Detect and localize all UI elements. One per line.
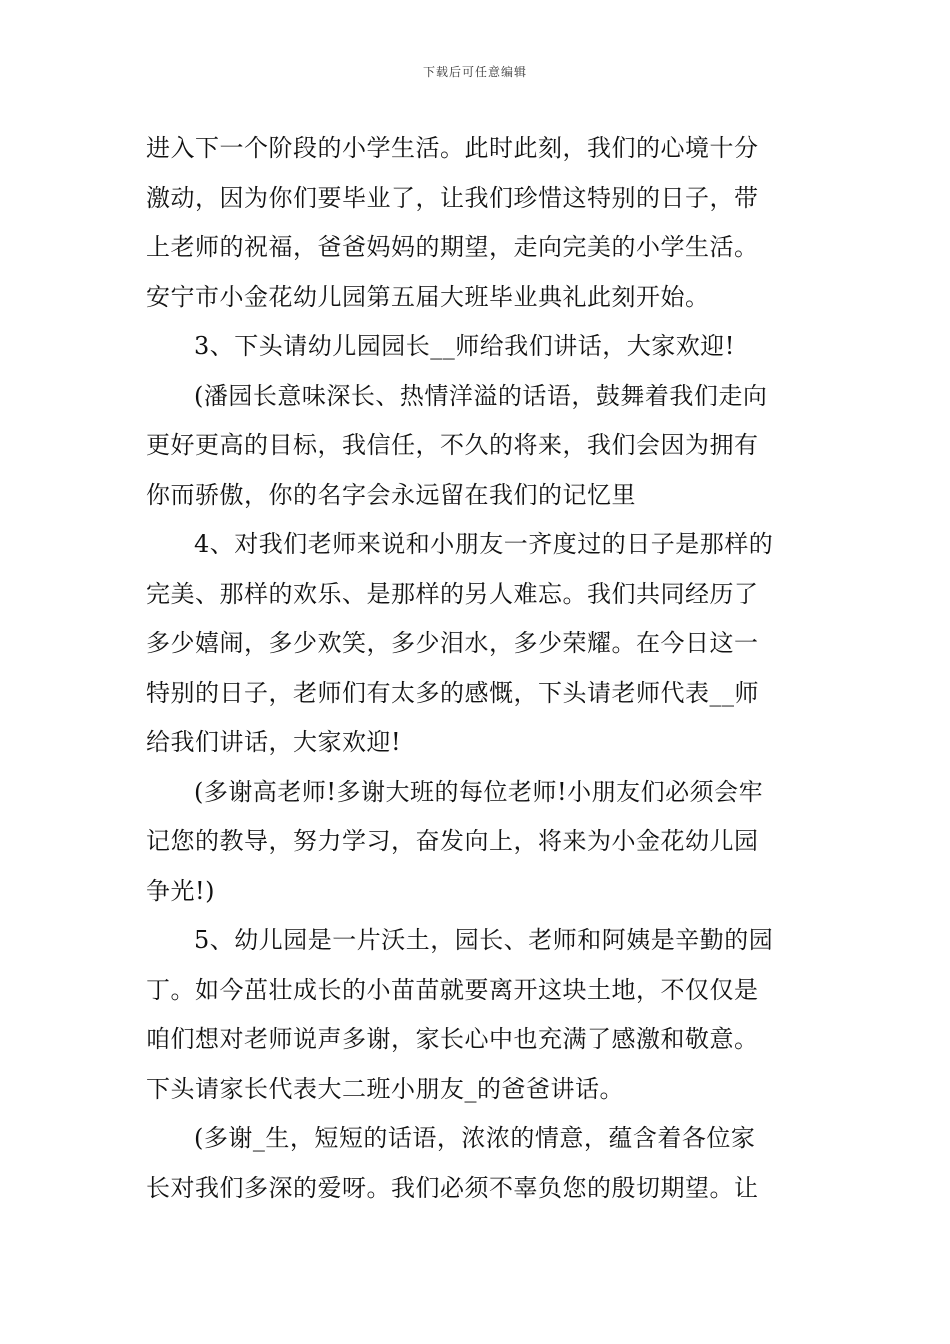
text-line: 咱们想对老师说声多谢，家长心中也充满了感激和敬意。 [146, 1025, 759, 1053]
text-line: 进入下一个阶段的小学生活。此时此刻，我们的心境十分 [146, 134, 759, 162]
text-line: 激动，因为你们要毕业了，让我们珍惜这特别的日子，带 [146, 183, 759, 212]
text-line: 上老师的祝福，爸爸妈妈的期望，走向完美的小学生活。 [146, 233, 759, 261]
paragraph-start-line: (多谢高老师!多谢大班的每位老师!小朋友们必须会牢 [194, 777, 764, 806]
text-line: 完美、那样的欢乐、是那样的另人难忘。我们共同经历了 [146, 579, 759, 608]
page-header-note: 下载后可任意编辑 [422, 65, 527, 79]
text-line: 特别的日子，老师们有太多的感慨，下头请老师代表__师 [146, 678, 759, 707]
document-body [146, 124, 810, 1213]
text-line: 给我们讲话，大家欢迎! [146, 728, 402, 756]
text-line: 争光!) [146, 876, 216, 905]
text-line: 丁。如今茁壮成长的小苗苗就要离开这块土地，不仅仅是 [146, 975, 759, 1004]
text-line: 多少嬉闹，多少欢笑，多少泪水，多少荣耀。在今日这一 [146, 629, 759, 657]
text-line: 长对我们多深的爱呀。我们必须不辜负您的殷切期望。让 [146, 1173, 759, 1202]
text-line: 更好更高的目标，我信任，不久的将来，我们会因为拥有 [146, 431, 759, 459]
text-line: 你而骄傲，你的名字会永远留在我们的记忆里 [146, 480, 636, 509]
text-line: 记您的教导，努力学习，奋发向上，将来为小金花幼儿园 [146, 827, 759, 855]
paragraph-start-line: 5、幼儿园是一片沃土，园长、老师和阿姨是辛勤的园 [194, 926, 774, 954]
paragraph-start-line: (潘园长意味深长、热情洋溢的话语，鼓舞着我们走向 [194, 381, 768, 410]
text-line: 下头请家长代表大二班小朋友_的爸爸讲话。 [146, 1074, 624, 1103]
paragraph-start-line: (多谢_生，短短的话语，浓浓的情意，蕴含着各位家 [194, 1124, 756, 1152]
text-line: 安宁市小金花幼儿园第五届大班毕业典礼此刻开始。 [146, 282, 710, 311]
paragraph-start-line: 3、下头请幼儿园园长__师给我们讲话，大家欢迎! [194, 332, 735, 360]
paragraph-start-line: 4、对我们老师来说和小朋友一齐度过的日子是那样的 [194, 530, 774, 558]
